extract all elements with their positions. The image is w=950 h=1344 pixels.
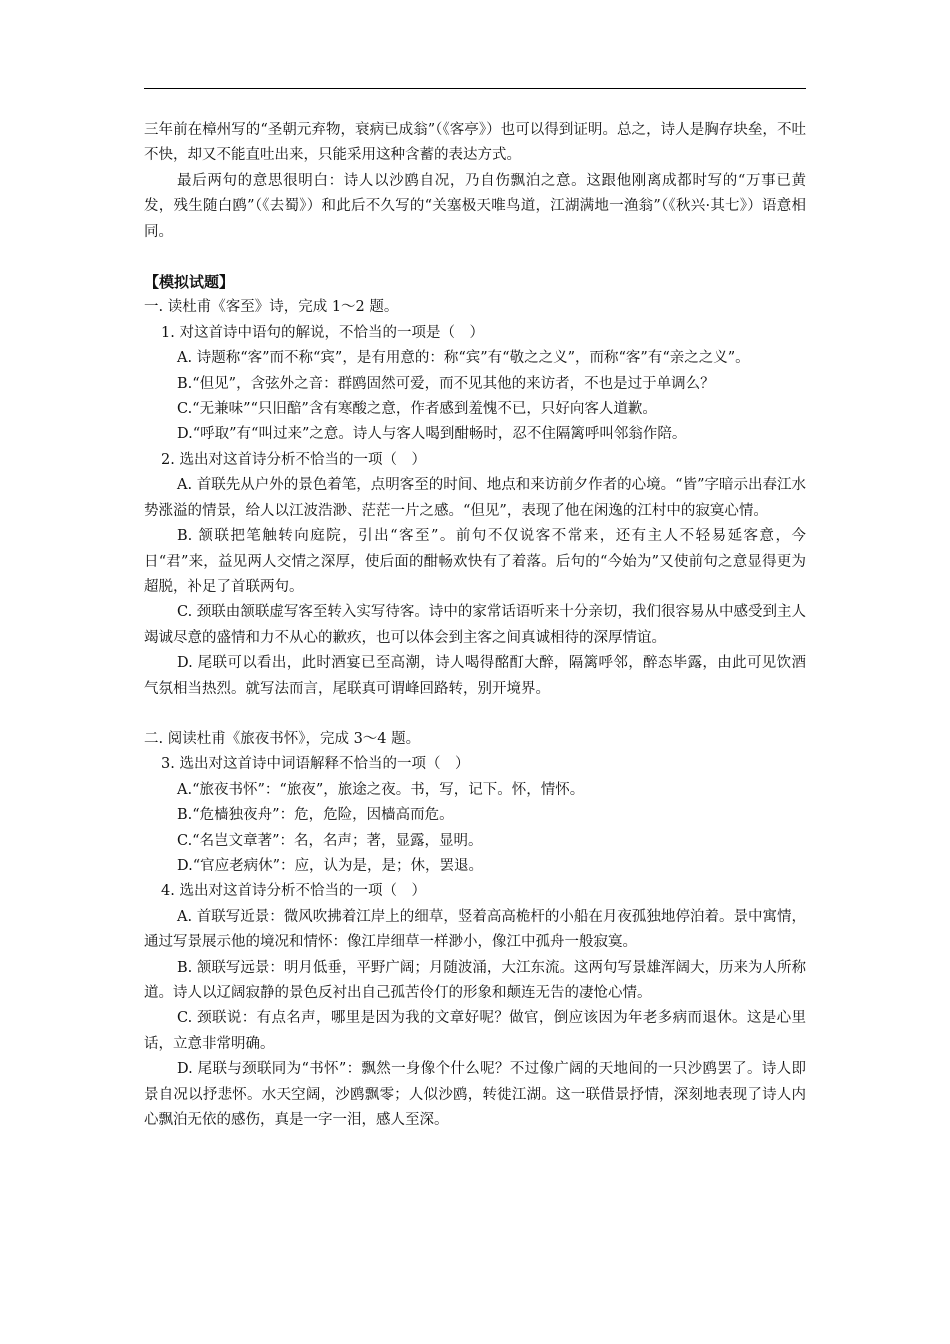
question-2-stem: 2. 选出对这首诗分析不恰当的一项（ ） [161,451,426,468]
question-1-stem: 1. 对这首诗中语句的解说，不恰当的一项是（ ） [161,324,484,341]
question-3-option-a: A.“旅夜书怀”：“旅夜”，旅途之夜。书，写，记下。怀，情怀。 [177,781,585,798]
question-3-option-b: B.“危樯独夜舟”：危，危险，因樯高而危。 [177,807,454,824]
question-4-option-b: B. 颔联写远景：明月低垂，平野广阔；月随波涌，大江东流。这两句写景雄浑阔大，历来为人所称道。诗人以辽阔寂静的景色反衬出自己孤苦伶仃的形象和颠连无告的凄怆心情。 [144,959,806,1001]
question-2-option-d: D. 尾联可以看出，此时酒宴已至高潮，诗人喝得酩酊大醉，隔篱呼邻，醉态毕露，由此可见饮酒气氛相当热烈。就写法而言，尾联真可谓峰回路转，别开境界。 [144,655,806,697]
question-2-option-a: A. 首联先从户外的景色着笔，点明客至的时间、地点和来访前夕作者的心境。“皆”字暗示出春江水势涨溢的情景，给人以江波浩渺、茫茫一片之感。“但见”，表现了他在闲逸的江村中的寂寞心情。 [144,477,807,519]
question-2-option-b: B. 颔联把笔触转向庭院，引出“客至”。前句不仅说客不常来，还有主人不轻易延客意，今日“君”来，益见两人交情之深厚，使后面的酣畅欢快有了着落。后句的“今始为”又使前句之意显得更为超脱，补足了首联两句。 [144,528,806,595]
intro-paragraph-1: 三年前在樟州写的“圣朝元弃物，衰病已成翁”（《客亭》）也可以得到证明。总之，诗人是胸存块垒，不吐不快，却又不能直吐出来，只能采用这种含蓄的表达方式。 [144,122,806,164]
question-4-option-c: C. 颈联说：有点名声，哪里是因为我的文章好呢？做官，倒应该因为年老多病而退休。这是心里话，立意非常明确。 [144,1010,806,1052]
question-1-option-c: C.“无兼味”“只旧醅”含有寒酸之意，作者感到羞愧不已，只好向客人道歉。 [177,401,657,418]
intro-paragraph-2: 最后两句的意思很明白：诗人以沙鸥自况，乃自伤飘泊之意。这跟他刚离成都时写的“万事已黄发，残生随白鸥”（《去蜀》）和此后不久写的“关塞极天唯鸟道，江湖满地一渔翁”（《秋兴·其七》）语意相同。 [144,172,806,240]
spacer [144,245,806,270]
header-rule [144,88,806,89]
spacer [144,702,806,727]
question-3-option-c: C.“名岂文章著”：名，名声；著，显露，显明。 [177,832,483,849]
part1-title: 一. 读杜甫《客至》诗，完成 1～2 题。 [144,299,399,316]
part2-title: 二. 阅读杜甫《旅夜书怀》，完成 3～4 题。 [144,730,421,747]
section-heading: 【模拟试题】 [144,273,235,292]
document-body [144,118,806,1133]
question-3-option-d: D.“官应老病休”：应，认为是，是；休，罢退。 [177,857,484,874]
question-2-option-c: C. 颈联由颔联虚写客至转入实写待客。诗中的家常话语听来十分亲切，我们很容易从中感受到主人竭诚尽意的盛情和力不从心的歉疚，也可以体会到主客之间真诚相待的深厚情谊。 [144,604,806,646]
question-1-option-b: B.“但见”，含弦外之音：群鸥固然可爱，而不见其他的来访者，不也是过于单调么？ [177,375,715,392]
question-1-option-a: A. 诗题称“客”而不称“宾”，是有用意的：称“宾”有“敬之之义”，而称“客”有“亲之之义”。 [177,350,750,367]
question-1-option-d: D.“呼取”有“叫过来”之意。诗人与客人喝到酣畅时，忍不住隔篱呼叫邻翁作陪。 [177,426,687,443]
question-4-option-a: A. 首联写近景：微风吹拂着江岸上的细草，竖着高高桅杆的小船在月夜孤独地停泊着。景中寓情，通过写景展示他的境况和情怀：像江岸细草一样渺小，像江中孤舟一般寂寞。 [144,908,806,951]
question-4-option-d: D. 尾联与颈联同为“书怀”：飘然一身像个什么呢？不过像广阔的天地间的一只沙鸥罢了。诗人即景自况以抒悲怀。水天空阔，沙鸥飘零；人似沙鸥，转徙江湖。这一联借景抒情，深刻地表现了诗人内心飘泊无依的感伤，真是一字一泪，感人至深。 [144,1061,806,1129]
question-4-stem: 4. 选出对这首诗分析不恰当的一项（ ） [161,883,426,900]
question-3-stem: 3. 选出对这首诗中词语解释不恰当的一项（ ） [161,756,470,773]
